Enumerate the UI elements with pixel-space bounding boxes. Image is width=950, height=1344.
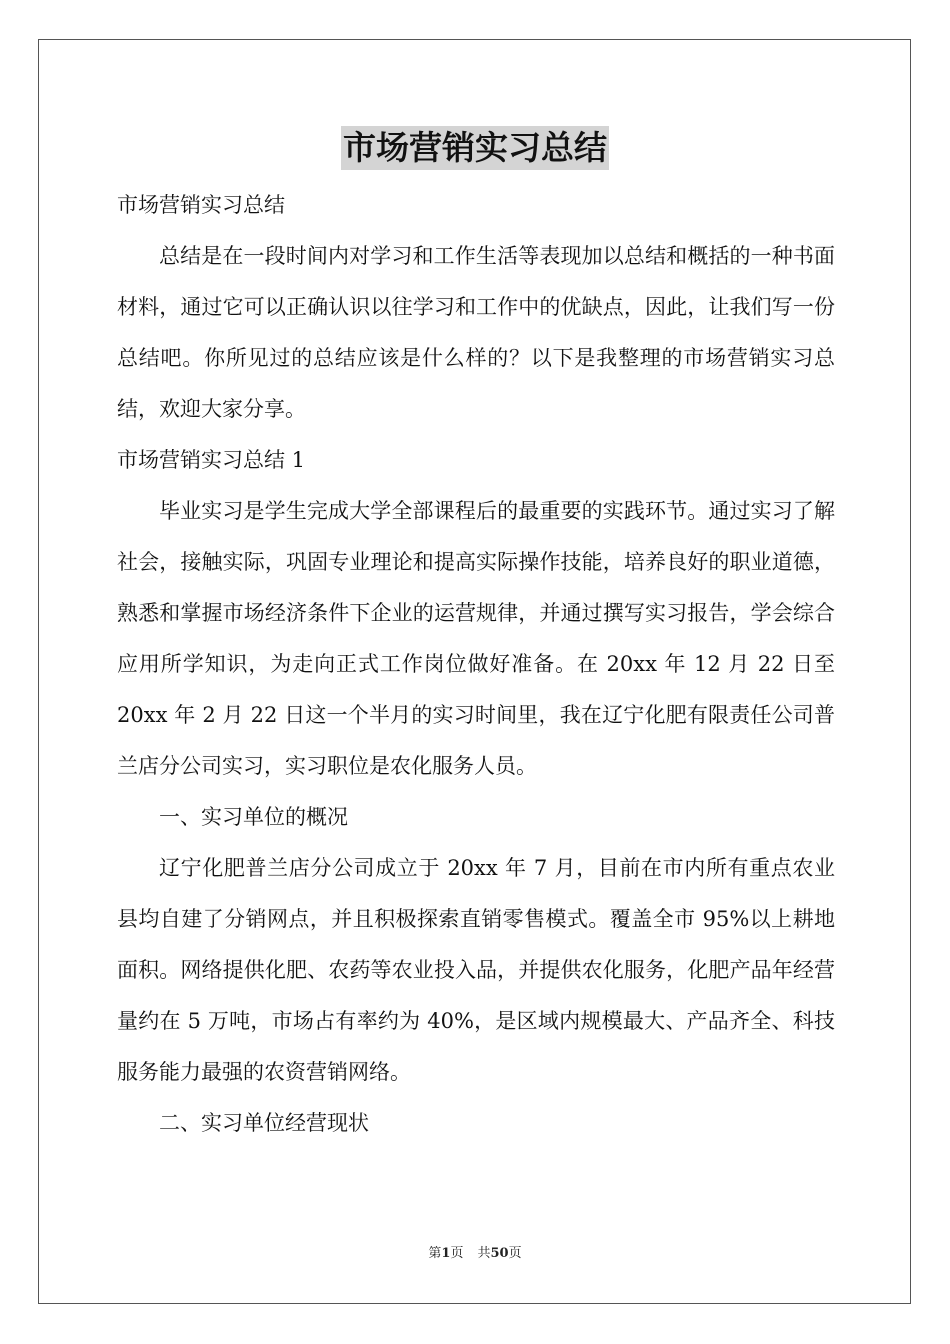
section-subheading: 一、实习单位的概况 bbox=[159, 805, 348, 829]
total-suffix: 页 bbox=[508, 1246, 522, 1261]
subheading: 市场营销实习总结 bbox=[117, 193, 285, 217]
page-total: 50 bbox=[490, 1246, 509, 1261]
document-title: 市场营销实习总结 bbox=[341, 126, 609, 170]
intro-paragraph: 总结是在一段时间内对学习和工作生活等表现加以总结和概括的一种书面材料，通过它可以正确认识以往学习和工作中的优缺点，因此，让我们写一份总结吧。你所见过的总结应该是什么样的？以下是我整理的市场营销实习总结，欢迎大家分享。 bbox=[117, 244, 835, 421]
page-suffix: 页 bbox=[450, 1246, 464, 1261]
body-paragraph: 毕业实习是学生完成大学全部课程后的最重要的实践环节。通过实习了解社会，接触实际，巩固专业理论和提高实际操作技能，培养良好的职业道德，熟悉和掌握市场经济条件下企业的运营规律，并通过撰写实习报告，学会综合应用所学知识，为走向正式工作岗位做好准备。在 20xx 年 12 月 22 日至 20xx 年 2 月 22 日这一个半月的实习时间里，我在辽宁化肥有限责任公司普兰店分公司实习，实习职位是农化服务人员。 bbox=[117, 499, 835, 778]
section-subheading: 二、实习单位经营现状 bbox=[159, 1111, 369, 1135]
title-container bbox=[0, 126, 950, 170]
page-current: 1 bbox=[441, 1246, 451, 1261]
document-body bbox=[117, 180, 835, 1149]
page-footer bbox=[0, 1245, 950, 1263]
section-heading: 市场营销实习总结 1 bbox=[117, 448, 306, 472]
page-prefix: 第 bbox=[428, 1246, 442, 1261]
total-prefix: 共 bbox=[477, 1246, 491, 1261]
body-paragraph: 辽宁化肥普兰店分公司成立于 20xx 年 7 月，目前在市内所有重点农业县均自建了分销网点，并且积极探索直销零售模式。覆盖全市 95%以上耕地面积。网络提供化肥、农药等农业投入品，并提供农化服务，化肥产品年经营量约在 5 万吨，市场占有率约为 40%，是区域内规模最大、产品齐全、科技服务能力最强的农资营销网络。 bbox=[117, 856, 835, 1084]
